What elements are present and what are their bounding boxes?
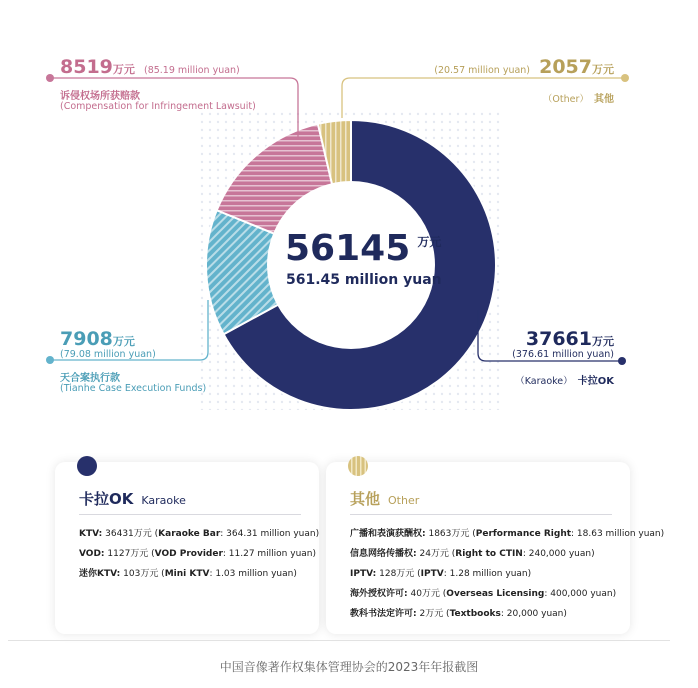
item-value-en: : 364.31 million yuan) [220,529,320,539]
item-value: 24万元 ( [416,549,456,559]
label-tianhe-unit: 万元 [112,335,135,348]
item-value: 40万元 ( [407,589,447,599]
panel-other-list [350,524,664,624]
label-karaoke-name-en: （Karaoke） [515,376,573,387]
label-other-unit: 万元 [592,63,614,76]
label-other-value-row [434,56,614,78]
label-karaoke-value: 37661 [525,328,592,350]
panel-other-divider [350,514,612,515]
item-value: 1863万元 ( [425,529,476,539]
panel-other [326,462,665,634]
label-tianhe-name: 天合案执行款 [60,373,120,384]
item-value-en: : 1.03 million yuan) [209,569,297,579]
item-key: 迷你KTV: [79,569,121,579]
item-key-en: IPTV [420,569,444,579]
label-infringement-value: 8519 [60,56,113,78]
list-item [350,544,664,564]
label-other-name-en: （Other） [542,94,589,105]
list-item [350,564,664,584]
item-key: 海外授权许可: [350,589,408,599]
item-value-en: : 20,000 yuan) [500,609,567,619]
item-key-en: Performance Right [475,529,572,539]
list-item [79,524,319,544]
list-item [350,584,664,604]
label-karaoke-value-row [526,328,614,350]
label-karaoke-en: (376.61 million yuan) [512,349,614,360]
item-key-en: Karaoke Bar [158,529,221,539]
leader-dot-other [621,74,629,82]
leader-dot-karaoke [618,357,626,365]
total-value-row [285,228,441,269]
total-en: 561.45 million yuan [286,272,442,288]
item-value-en: : 11.27 million yuan) [222,549,317,559]
label-tianhe-value-row [60,328,135,350]
item-key: 广播和表演获酬权: [350,529,426,539]
item-key: VOD: [79,549,105,559]
item-key-en: VOD Provider [154,549,223,559]
panel-other-title [350,488,419,509]
leader-dot-tianhe [46,356,54,364]
label-tianhe-value: 7908 [60,328,113,350]
panel-karaoke-divider [79,514,301,515]
item-key: 信息网络传播权: [350,549,417,559]
item-key: IPTV: [350,569,377,579]
item-key-en: Overseas Licensing [446,589,545,599]
label-infringement-unit: 万元 [112,63,135,76]
list-item [79,544,319,564]
label-other-name-row [543,87,614,106]
panel-karaoke-title-cn: 卡拉OK [79,490,134,508]
panel-karaoke-title-en: Karaoke [141,494,186,507]
item-value-en: : 400,000 yuan) [544,589,617,599]
list-item [350,524,664,544]
item-value-en: : 18.63 million yuan) [571,529,665,539]
panel-karaoke-title [79,488,186,509]
total-unit: 万元 [417,235,442,249]
item-key-en: Mini KTV [164,569,210,579]
item-value: 103万元 ( [120,569,165,579]
image-caption: 中国音像著作权集体管理协会的2023年年报截图 [219,660,479,674]
item-value: 128万元 ( [376,569,421,579]
label-karaoke-unit: 万元 [592,335,614,348]
label-other-value: 2057 [539,56,592,78]
list-item [79,564,319,584]
leader-dot-infringement [46,74,54,82]
label-infringement-name: 诉侵权场所获赔款 [60,91,140,102]
panel-karaoke-dot [77,456,97,476]
panel-karaoke [55,462,319,634]
item-value-en: : 1.28 million yuan) [443,569,532,579]
list-item [350,604,664,624]
label-other-name: 其他 [594,94,614,105]
item-value: 1127万元 ( [104,549,155,559]
item-key: 教科书法定许可: [350,609,417,619]
caption-divider [8,640,670,641]
item-value: 36431万元 ( [102,529,159,539]
panel-karaoke-list [79,524,319,584]
label-other-en: (20.57 million yuan) [434,65,531,76]
panel-other-title-en: Other [388,494,420,507]
item-value-en: : 240,000 yuan) [522,549,595,559]
item-key: KTV: [79,529,103,539]
item-key-en: Textbooks [449,609,501,619]
label-infringement-value-row [60,56,240,78]
panel-other-title-cn: 其他 [350,490,381,508]
label-tianhe-en: (79.08 million yuan) [60,349,156,360]
item-key-en: Right to CTIN [455,549,523,559]
label-infringement-en: (85.19 million yuan) [143,65,240,76]
panel-other-dot [348,456,368,476]
label-karaoke-name-row [515,369,614,388]
label-karaoke-name: 卡拉OK [577,376,614,387]
label-tianhe-name-en: (Tianhe Case Execution Funds) [60,383,207,394]
label-infringement-name-en: (Compensation for Infringement Lawsuit) [60,101,256,112]
item-value: 2万元 ( [416,609,450,619]
total-value: 56145 [285,228,411,269]
